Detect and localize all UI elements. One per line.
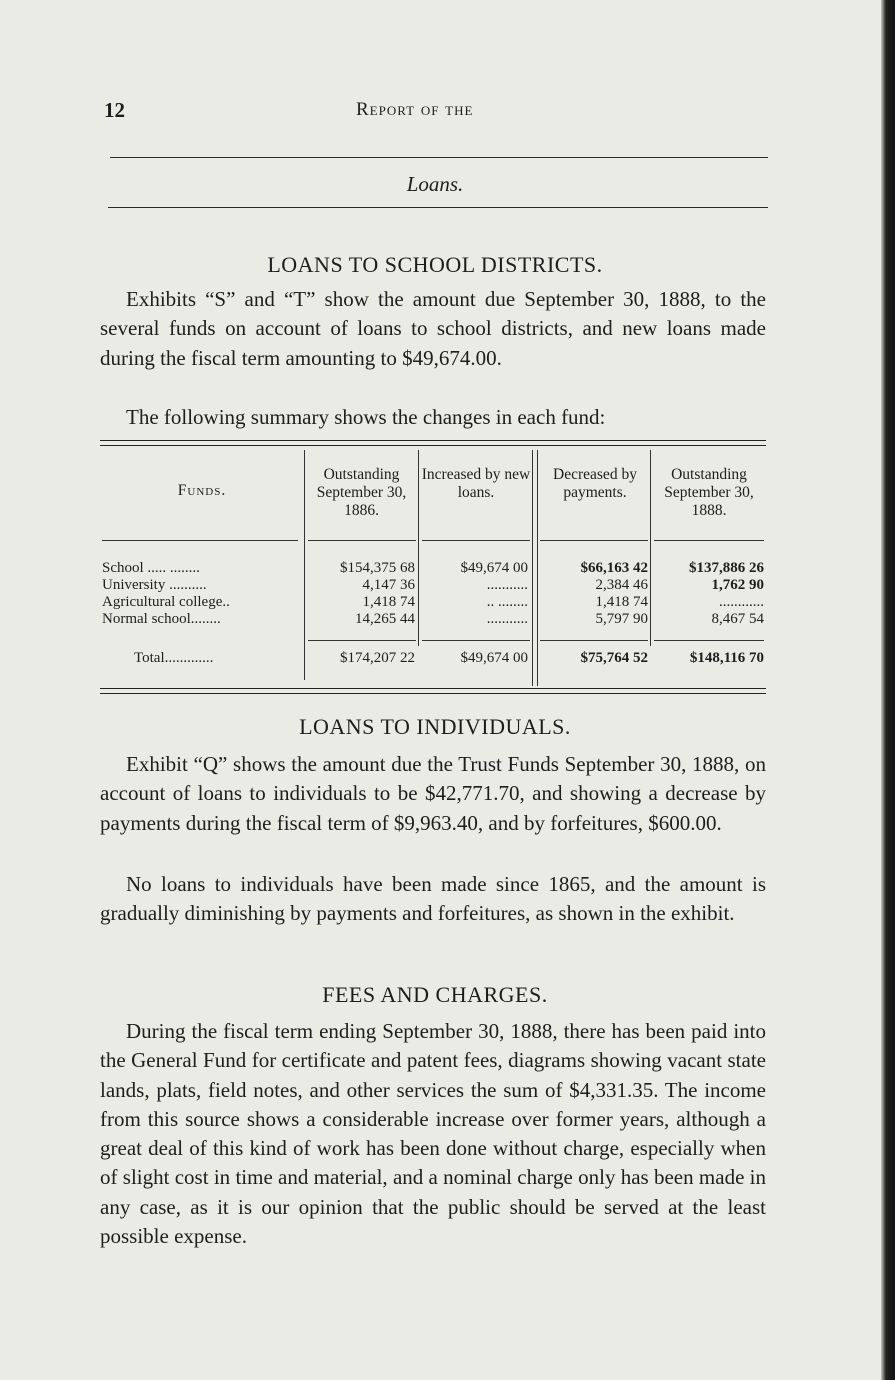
section-title: Loans. — [406, 172, 464, 196]
table-total-row — [100, 650, 766, 667]
increased-value: ........... — [486, 611, 528, 627]
paragraph-summary-intro: The following summary shows the changes in each fund: — [126, 405, 606, 429]
outstanding-1886-value: 4,147 36 — [362, 577, 415, 593]
header-outstanding-1886: Outstanding September 30, 1886. — [316, 466, 407, 519]
outstanding-1888-value: ............ — [719, 594, 764, 610]
paragraph-individuals-1: Exhibit “Q” shows the amount due the Trust Funds September 30, 1888, on account of loans to individuals to be $42,771.70, and showing a decrease by payments during the fiscal term of $9,963.40, and by forfeitures, $600.00. — [100, 752, 766, 835]
header-underline — [422, 540, 530, 541]
header-underline — [308, 540, 416, 541]
outstanding-1888-value: $137,886 26 — [689, 560, 764, 576]
increased-value: .. ........ — [486, 594, 528, 610]
page-number: 12 — [104, 98, 125, 122]
table-top-rule-1 — [100, 440, 766, 441]
fund-name: University .......... — [102, 577, 207, 593]
header-underline — [540, 540, 648, 541]
decreased-value: 2,384 46 — [595, 577, 648, 593]
outstanding-1888-value: 1,762 90 — [711, 577, 764, 593]
total-decreased: $75,764 52 — [580, 650, 648, 666]
running-head: Report of the — [356, 99, 474, 120]
total-outstanding-1886: $174,207 22 — [340, 650, 415, 666]
increased-value: ........... — [486, 577, 528, 593]
header-decreased: Decreased by payments. — [553, 466, 637, 501]
total-increased: $49,674 00 — [460, 650, 528, 666]
outstanding-1886-value: 14,265 44 — [355, 611, 415, 627]
total-label: Total............. — [134, 650, 214, 666]
fund-name: Agricultural college.. — [102, 594, 230, 610]
header-outstanding-1888: Outstanding September 30, 1888. — [664, 466, 754, 519]
total-rule — [308, 640, 416, 641]
paragraph-fees: During the fiscal term ending September 30, 1888, there has been paid into the General Fund for certificate and patent fees, diagrams showing vacant state lands, plats, field notes, and other services the sum of $4,331.35. The income from this source shows a considerable increase over former years, although a great deal of this kind of work has been done without charge, especially when of slight cost in time and material, and a nominal charge only has been made in any case, as it is our opinion that the public should be served at the least possible expense. — [100, 1019, 766, 1249]
total-outstanding-1888: $148,116 70 — [689, 650, 764, 666]
header-funds: Funds. — [177, 482, 227, 499]
table-row — [100, 577, 766, 594]
heading-individuals: LOANS TO INDIVIDUALS. — [299, 714, 571, 739]
outstanding-1886-value: 1,418 74 — [362, 594, 415, 610]
decreased-value: $66,163 42 — [580, 560, 648, 576]
fund-name: Normal school........ — [102, 611, 221, 627]
decreased-value: 5,797 90 — [595, 611, 648, 627]
table-bottom-rule-2 — [100, 693, 766, 694]
rule-below-title — [108, 207, 768, 208]
table-row — [100, 560, 766, 577]
header-underline — [654, 540, 764, 541]
increased-value: $49,674 00 — [460, 560, 528, 576]
paragraph-individuals-2: No loans to individuals have been made since 1865, and the amount is gradually diminishing by payments and forfeitures, as shown in the exhibit. — [100, 872, 766, 926]
outstanding-1886-value: $154,375 68 — [340, 560, 415, 576]
table-bottom-rule-1 — [100, 688, 766, 689]
decreased-value: 1,418 74 — [595, 594, 648, 610]
fund-name: School ..... ........ — [102, 560, 200, 576]
total-rule — [540, 640, 648, 641]
outstanding-1888-value: 8,467 54 — [711, 611, 764, 627]
rule-top — [110, 157, 768, 158]
heading-fees: FEES AND CHARGES. — [322, 982, 548, 1007]
header-underline — [102, 540, 298, 541]
table-top-rule-2 — [100, 445, 766, 446]
fund-summary-table — [100, 436, 766, 698]
book-spine-edge — [881, 0, 895, 1380]
heading-school-districts: LOANS TO SCHOOL DISTRICTS. — [267, 252, 603, 277]
total-rule — [422, 640, 530, 641]
total-rule — [654, 640, 764, 641]
table-row — [100, 611, 766, 628]
table-row — [100, 594, 766, 611]
header-increased: Increased by new loans. — [421, 466, 531, 501]
paragraph-school-districts: Exhibits “S” and “T” show the amount due September 30, 1888, to the several funds on account of loans to school districts, and new loans made during the fiscal term amounting to $49,674.00. — [100, 287, 766, 370]
